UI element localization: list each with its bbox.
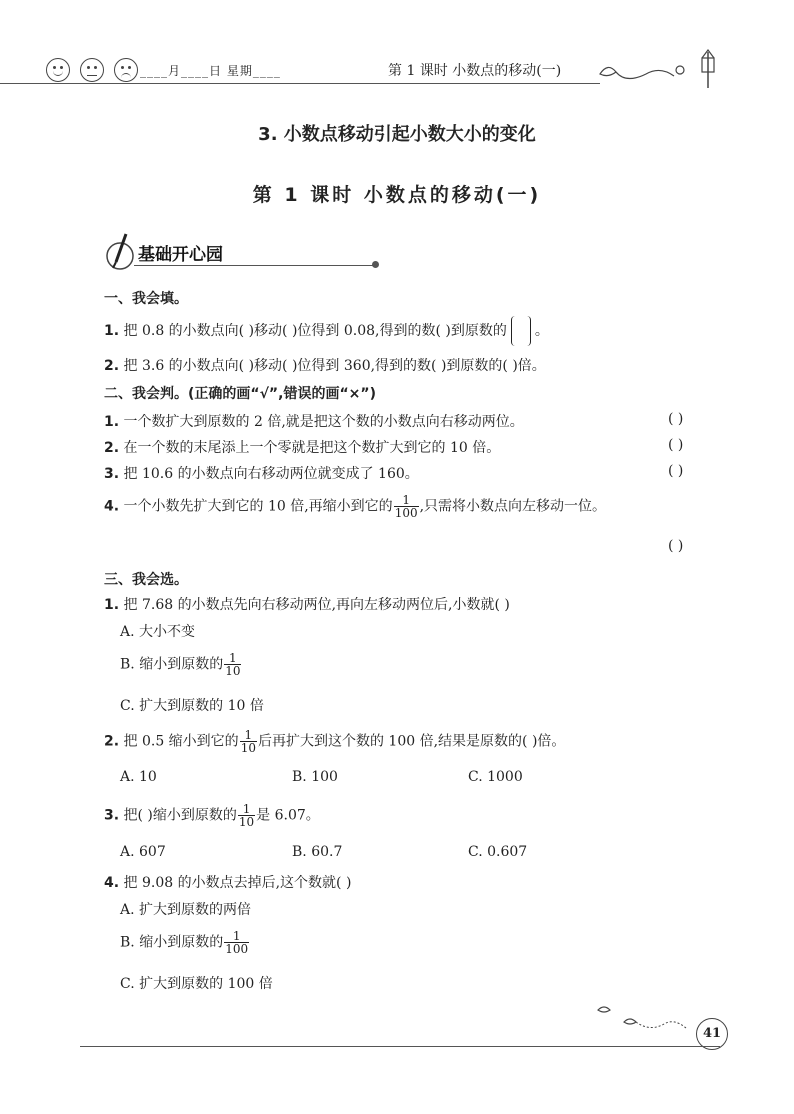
judge-question-1 bbox=[104, 411, 524, 431]
fill-question-1 bbox=[104, 316, 549, 346]
question-text: 把 9.08 的小数点去掉后,这个数就( ) bbox=[123, 875, 352, 891]
question-number: 3. bbox=[104, 807, 120, 824]
sad-face-icon bbox=[114, 58, 138, 82]
question-number: 2. bbox=[104, 733, 120, 750]
option-4b[interactable] bbox=[120, 930, 250, 955]
option-3c[interactable]: C. 0.607 bbox=[468, 844, 528, 860]
question-number: 4. bbox=[104, 498, 120, 515]
question-text: 后再扩大到这个数的 100 倍,结果是原数的( )倍。 bbox=[257, 733, 566, 750]
unit-title: 3. 小数点移动引起小数大小的变化 bbox=[258, 124, 536, 145]
section-banner bbox=[104, 232, 379, 272]
section-heading-fill: 一、我会填。 bbox=[104, 291, 188, 307]
question-text: ,只需将小数点向左移动一位。 bbox=[419, 498, 607, 515]
question-text: 把 10.6 的小数点向右移动两位就变成了 160。 bbox=[123, 466, 419, 482]
option-1b[interactable] bbox=[120, 652, 242, 677]
option-1c[interactable]: C. 扩大到原数的 10 倍 bbox=[120, 698, 264, 714]
option-2b[interactable]: B. 100 bbox=[292, 769, 338, 785]
choose-question-1 bbox=[104, 594, 510, 614]
judge-question-2 bbox=[104, 437, 500, 457]
question-number: 1. bbox=[104, 323, 120, 339]
option-2c[interactable]: C. 1000 bbox=[468, 769, 523, 785]
judge-question-3 bbox=[104, 463, 419, 483]
choose-question-2 bbox=[104, 729, 565, 754]
fraction-1-100: $\frac{1}{100}$ bbox=[225, 929, 249, 956]
header-title: 第 1 课时 小数点的移动(一) bbox=[388, 63, 562, 79]
fraction-1-100: $\frac{1}{100}$ bbox=[394, 493, 418, 520]
option-2a[interactable]: A. 10 bbox=[120, 769, 157, 785]
header-divider bbox=[0, 83, 600, 84]
option-3a[interactable]: A. 607 bbox=[120, 844, 166, 860]
section-heading-choose: 三、我会选。 bbox=[104, 572, 188, 588]
question-text: 把 3.6 的小数点向( )移动( )位得到 360,得到的数( )到原数的( )倍。 bbox=[123, 358, 546, 374]
question-number: 1. bbox=[104, 597, 120, 613]
answer-blank-fraction[interactable] bbox=[511, 316, 531, 346]
page-number: 41 bbox=[696, 1018, 728, 1050]
date-field: ____月____日 星期____ bbox=[140, 64, 281, 78]
judge-answer-4[interactable]: ( ) bbox=[668, 538, 684, 554]
banner-underline bbox=[134, 265, 374, 266]
question-text: 把 0.5 缩小到它的 bbox=[123, 733, 239, 750]
fill-question-2 bbox=[104, 355, 546, 375]
option-4c[interactable]: C. 扩大到原数的 100 倍 bbox=[120, 976, 273, 992]
choose-question-3 bbox=[104, 803, 320, 828]
option-1a[interactable]: A. 大小不变 bbox=[120, 624, 196, 640]
banner-title: 基础开心园 bbox=[138, 245, 223, 265]
question-number: 2. bbox=[104, 440, 120, 456]
question-text: 一个小数先扩大到它的 10 倍,再缩小到它的 bbox=[123, 498, 393, 515]
option-text: B. 缩小到原数的 bbox=[120, 934, 224, 951]
question-text: 把 0.8 的小数点向( )移动( )位得到 0.08,得到的数( )到原数的 bbox=[123, 323, 507, 339]
judge-answer-3[interactable]: ( ) bbox=[668, 463, 684, 479]
question-text: 把 7.68 的小数点先向右移动两位,再向左移动两位后,小数就( ) bbox=[123, 597, 510, 613]
neutral-face-icon bbox=[80, 58, 104, 82]
option-text: B. 缩小到原数的 bbox=[120, 656, 224, 673]
section-heading-judge: 二、我会判。(正确的画“√”,错误的画“×”) bbox=[104, 386, 376, 402]
question-text: 在一个数的末尾添上一个零就是把这个数扩大到它的 10 倍。 bbox=[123, 440, 501, 456]
choose-question-4 bbox=[104, 872, 351, 892]
banner-dot bbox=[372, 261, 379, 268]
brush-icon bbox=[104, 232, 138, 272]
lesson-title: 第 1 课时 小数点的移动(一) bbox=[252, 184, 542, 206]
question-number: 1. bbox=[104, 414, 120, 430]
question-text: 一个数扩大到原数的 2 倍,就是把这个数的小数点向右移动两位。 bbox=[123, 414, 524, 430]
question-number: 3. bbox=[104, 466, 120, 482]
fraction-1-10: $\frac{1}{10}$ bbox=[225, 651, 241, 678]
bird-decoration-icon bbox=[590, 1000, 690, 1036]
option-4a[interactable]: A. 扩大到原数的两倍 bbox=[120, 902, 252, 918]
question-text: 是 6.07。 bbox=[256, 807, 320, 824]
judge-answer-2[interactable]: ( ) bbox=[668, 437, 684, 453]
question-end: 。 bbox=[534, 323, 549, 339]
fraction-1-10: $\frac{1}{10}$ bbox=[238, 802, 255, 829]
judge-answer-1[interactable]: ( ) bbox=[668, 411, 684, 427]
judge-question-4 bbox=[104, 494, 606, 519]
fraction-1-10: $\frac{1}{10}$ bbox=[240, 728, 256, 755]
question-number: 4. bbox=[104, 875, 120, 891]
butterfly-lamp-decoration-icon bbox=[590, 44, 730, 90]
question-number: 2. bbox=[104, 358, 120, 374]
footer-divider bbox=[80, 1046, 720, 1047]
option-3b[interactable]: B. 60.7 bbox=[292, 844, 343, 860]
question-text: 把( )缩小到原数的 bbox=[123, 807, 237, 824]
smiley-face-icon bbox=[46, 58, 70, 82]
